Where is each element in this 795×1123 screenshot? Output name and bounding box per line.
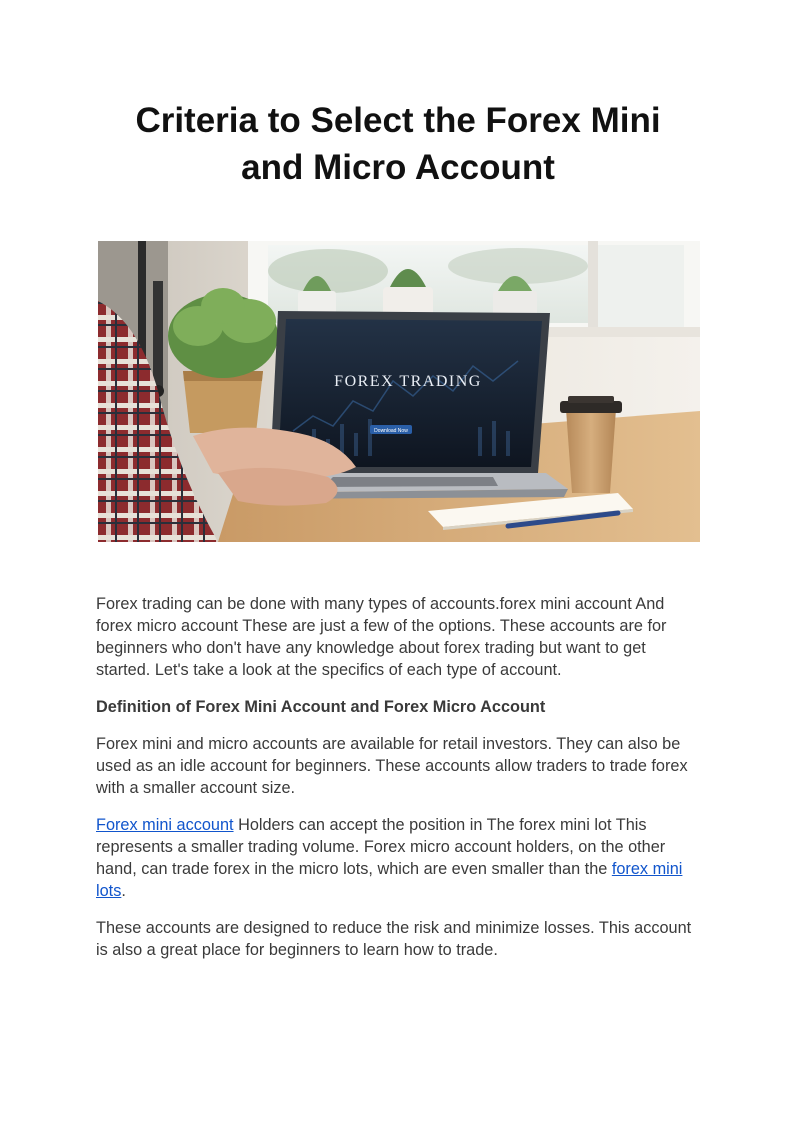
screen-title: FOREX TRADING — [334, 373, 482, 390]
paragraph-definition: Forex mini and micro accounts are available for retail investors. They can also be used as an idle account for beginners. These accounts allow traders to trade forex with a smaller account size. — [96, 735, 688, 797]
section-heading: Definition of Forex Mini Account and Forex Micro Account — [96, 698, 546, 716]
paragraph-lots-end: . — [121, 882, 126, 900]
article-body — [96, 593, 702, 976]
hero-illustration — [98, 241, 700, 542]
paragraph-lots — [96, 814, 702, 902]
hero-image — [98, 241, 700, 542]
page-title-line-1: Criteria to Select the Forex Mini — [135, 101, 661, 140]
forex-mini-account-link[interactable]: Forex mini account — [96, 816, 234, 834]
page-title-line-2: and Micro Account — [241, 148, 555, 187]
paragraph-intro: Forex trading can be done with many types of accounts.forex mini account And forex micro account These are just a few of the options. These accounts are for beginners who don't have any knowledge about forex trading but want to get started. Let's take a look at the specifics of each type of account. — [96, 595, 667, 679]
forex-mini-lots-link[interactable]: forex mini lots — [96, 860, 683, 900]
paragraph-risk: These accounts are designed to reduce the risk and minimize losses. This account is also a great place for beginners to learn how to trade. — [96, 919, 692, 959]
paragraph-lots-text: Holders can accept the position in The forex mini lot This represents a smaller trading volume. Forex micro account holders, on the other hand, can trade forex in the micro lots, which are even smaller than the — [96, 816, 666, 878]
page-title — [98, 97, 698, 191]
screen-download-button: Download Now — [374, 428, 408, 434]
